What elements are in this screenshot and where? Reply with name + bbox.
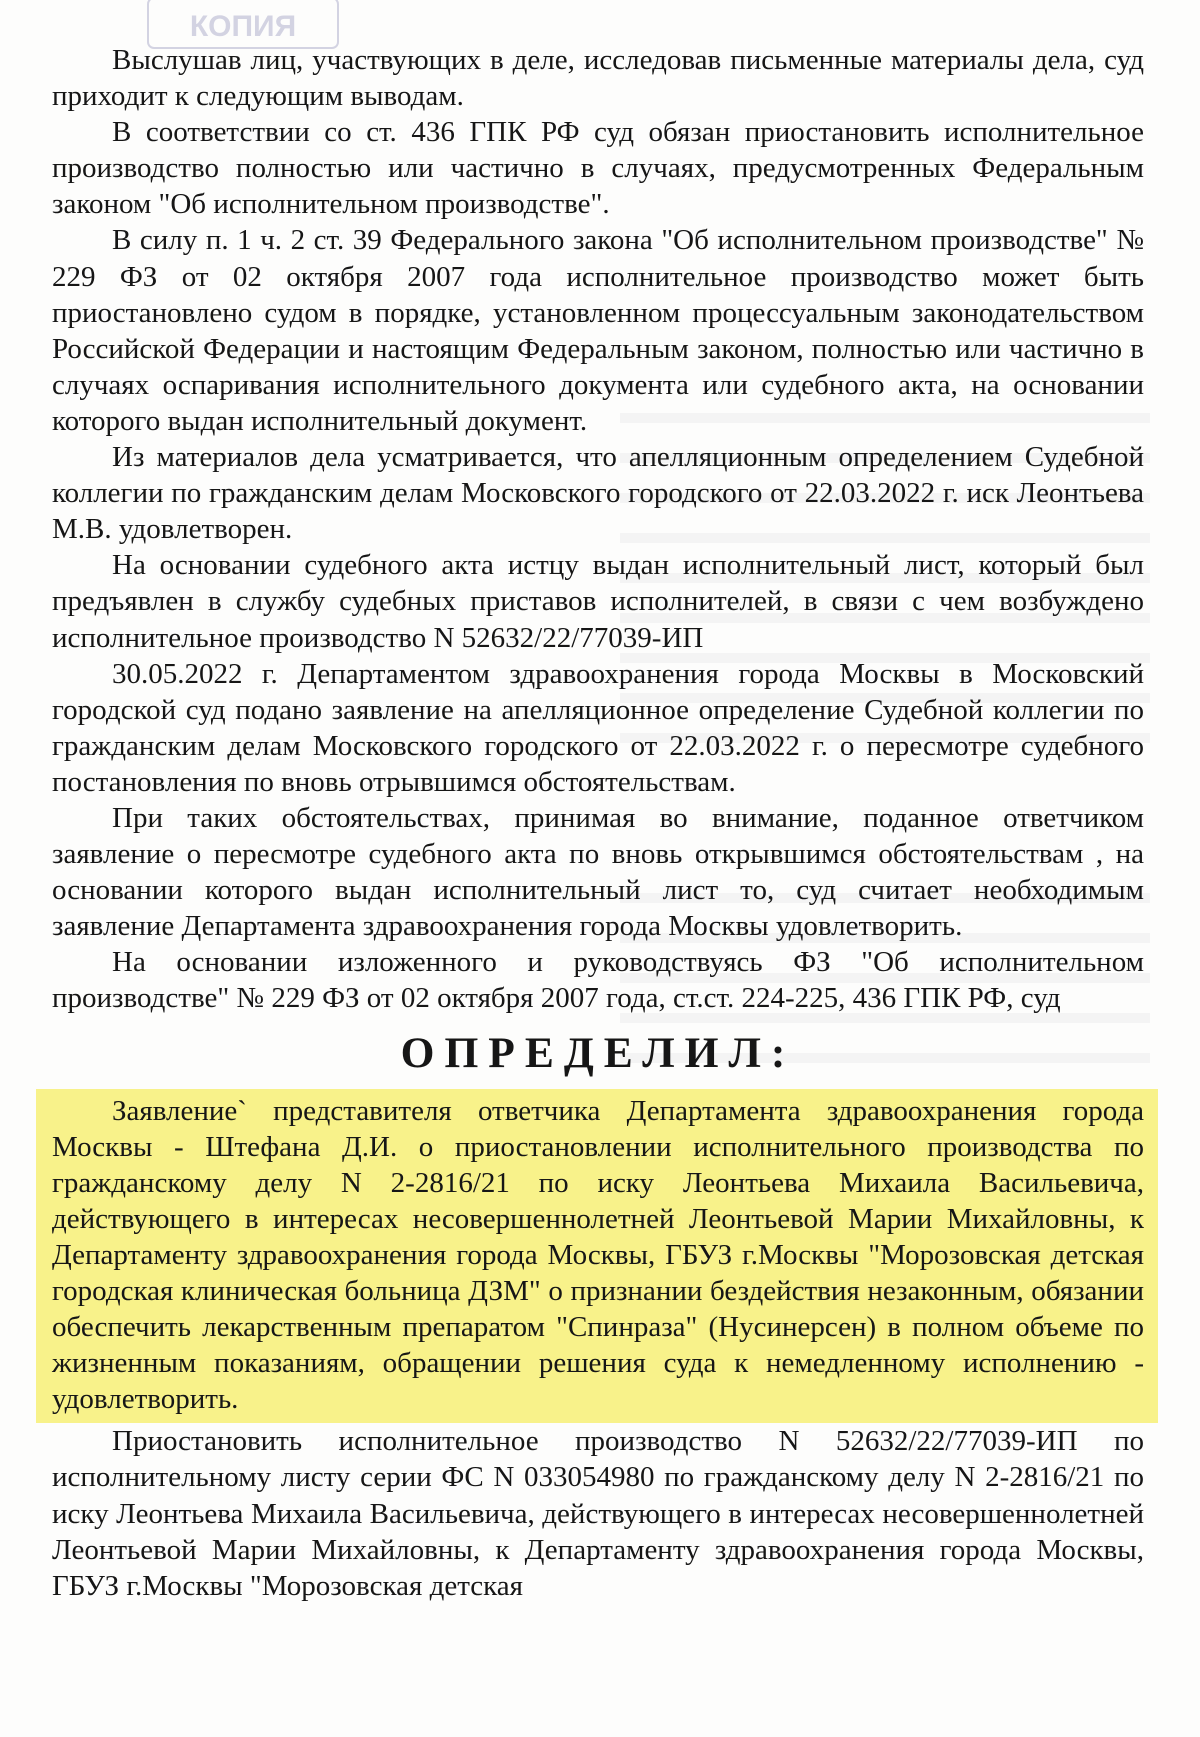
paragraph-writ-issued: На основании судебного акта истцу выдан исполнительный лист, который был предъявлен в службу судебных приставов исполнителей, в связи с чем возбуждено исполнительное производство N 52632/22/77039-ИП	[52, 549, 1144, 654]
paragraph-hearing: Выслушав лиц, участвующих в деле, исследовав письменные материалы дела, суд приходит к следующим выводам.	[52, 44, 1144, 113]
highlighted-ruling-block	[36, 1089, 1158, 1424]
ruling-heading: ОПРЕДЕЛИЛ:	[400, 1028, 796, 1077]
paragraph-suspend-proceedings: Приостановить исполнительное производство N 52632/22/77039-ИП по исполнительному листу серии ФС N 033054980 по гражданскому делу N 2-2816/21 по иску Леонтьева Михаила Васильевича, действующего в интересах несовершеннолетней Леонтьевой Марии Михайловны, к Департаменту здравоохранения города Москвы, ГБУЗ г.Москвы "Морозовская детская	[52, 1425, 1144, 1602]
paragraph-application-granted: Заявление` представителя ответчика Департамента здравоохранения города Москвы - Штефана Д.И. о приостановлении исполнительного производства по гражданскому делу N 2-2816/21 по иску Леонтьева Михаила Васильевича, действующего в интересах несовершеннолетней Леонтьевой Марии Михайловны, к Департаменту здравоохранения города Москвы, ГБУЗ г.Москвы "Морозовская детская городская клиническая больница ДЗМ" о признании бездействия незаконным, обязании обеспечить лекарственным препаратом "Спинраза" (Нусинерсен) в полном объеме по жизненным показаниям, обращении решения суда к немедленному исполнению - удовлетворить.	[52, 1094, 1144, 1416]
paragraph-circumstances: При таких обстоятельствах, принимая во внимание, поданное ответчиком заявление о пересмотре судебного акта по вновь открывшимся обстоятельствам , на основании которого выдан исполнительный лист то, суд считает необходимым заявление Департамента здравоохранения города Москвы удовлетворить.	[52, 801, 1144, 943]
paragraph-legal-basis: На основании изложенного и руководствуясь ФЗ "Об исполнительном производстве" № 229 ФЗ от 02 октября 2007 года, ст.ст. 224-225, 436 ГПК РФ, суд	[52, 946, 1144, 1015]
paragraph-case-materials: Из материалов дела усматривается, что апелляционным определением Судебной коллегии по гражданским делам Московского городского от 22.03.2022 г. иск Леонтьева М.В. удовлетворен.	[52, 441, 1144, 546]
stamp-text: КОПИЯ	[189, 10, 297, 43]
paragraph-article-436: В соответствии со ст. 436 ГПК РФ суд обязан приостановить исполнительное производство полностью или частично в случаях, предусмотренных Федеральным законом "Об исполнительном производстве".	[52, 116, 1144, 221]
paragraph-application-filed: 30.05.2022 г. Департаментом здравоохранения города Москвы в Московский городской суд подано заявление на апелляционное определение Судебной коллегии по гражданским делам Московского городского от 22.03.2022 г. о пересмотре судебного постановления по вновь отрывшимся обстоятельствам.	[52, 657, 1144, 798]
document-body	[52, 42, 1144, 1604]
paragraph-article-39: В силу п. 1 ч. 2 ст. 39 Федерального закона "Об исполнительном производстве" № 229 ФЗ от 02 октября 2007 года исполнительное производство может быть приостановлено судом в порядке, установленном процессуальным законодательством Российской Федерации и настоящим Федеральным законом, полностью или частично в случаях оспаривания исполнительного документа или судебного акта, на основании которого выдан исполнительный документ.	[52, 224, 1144, 437]
